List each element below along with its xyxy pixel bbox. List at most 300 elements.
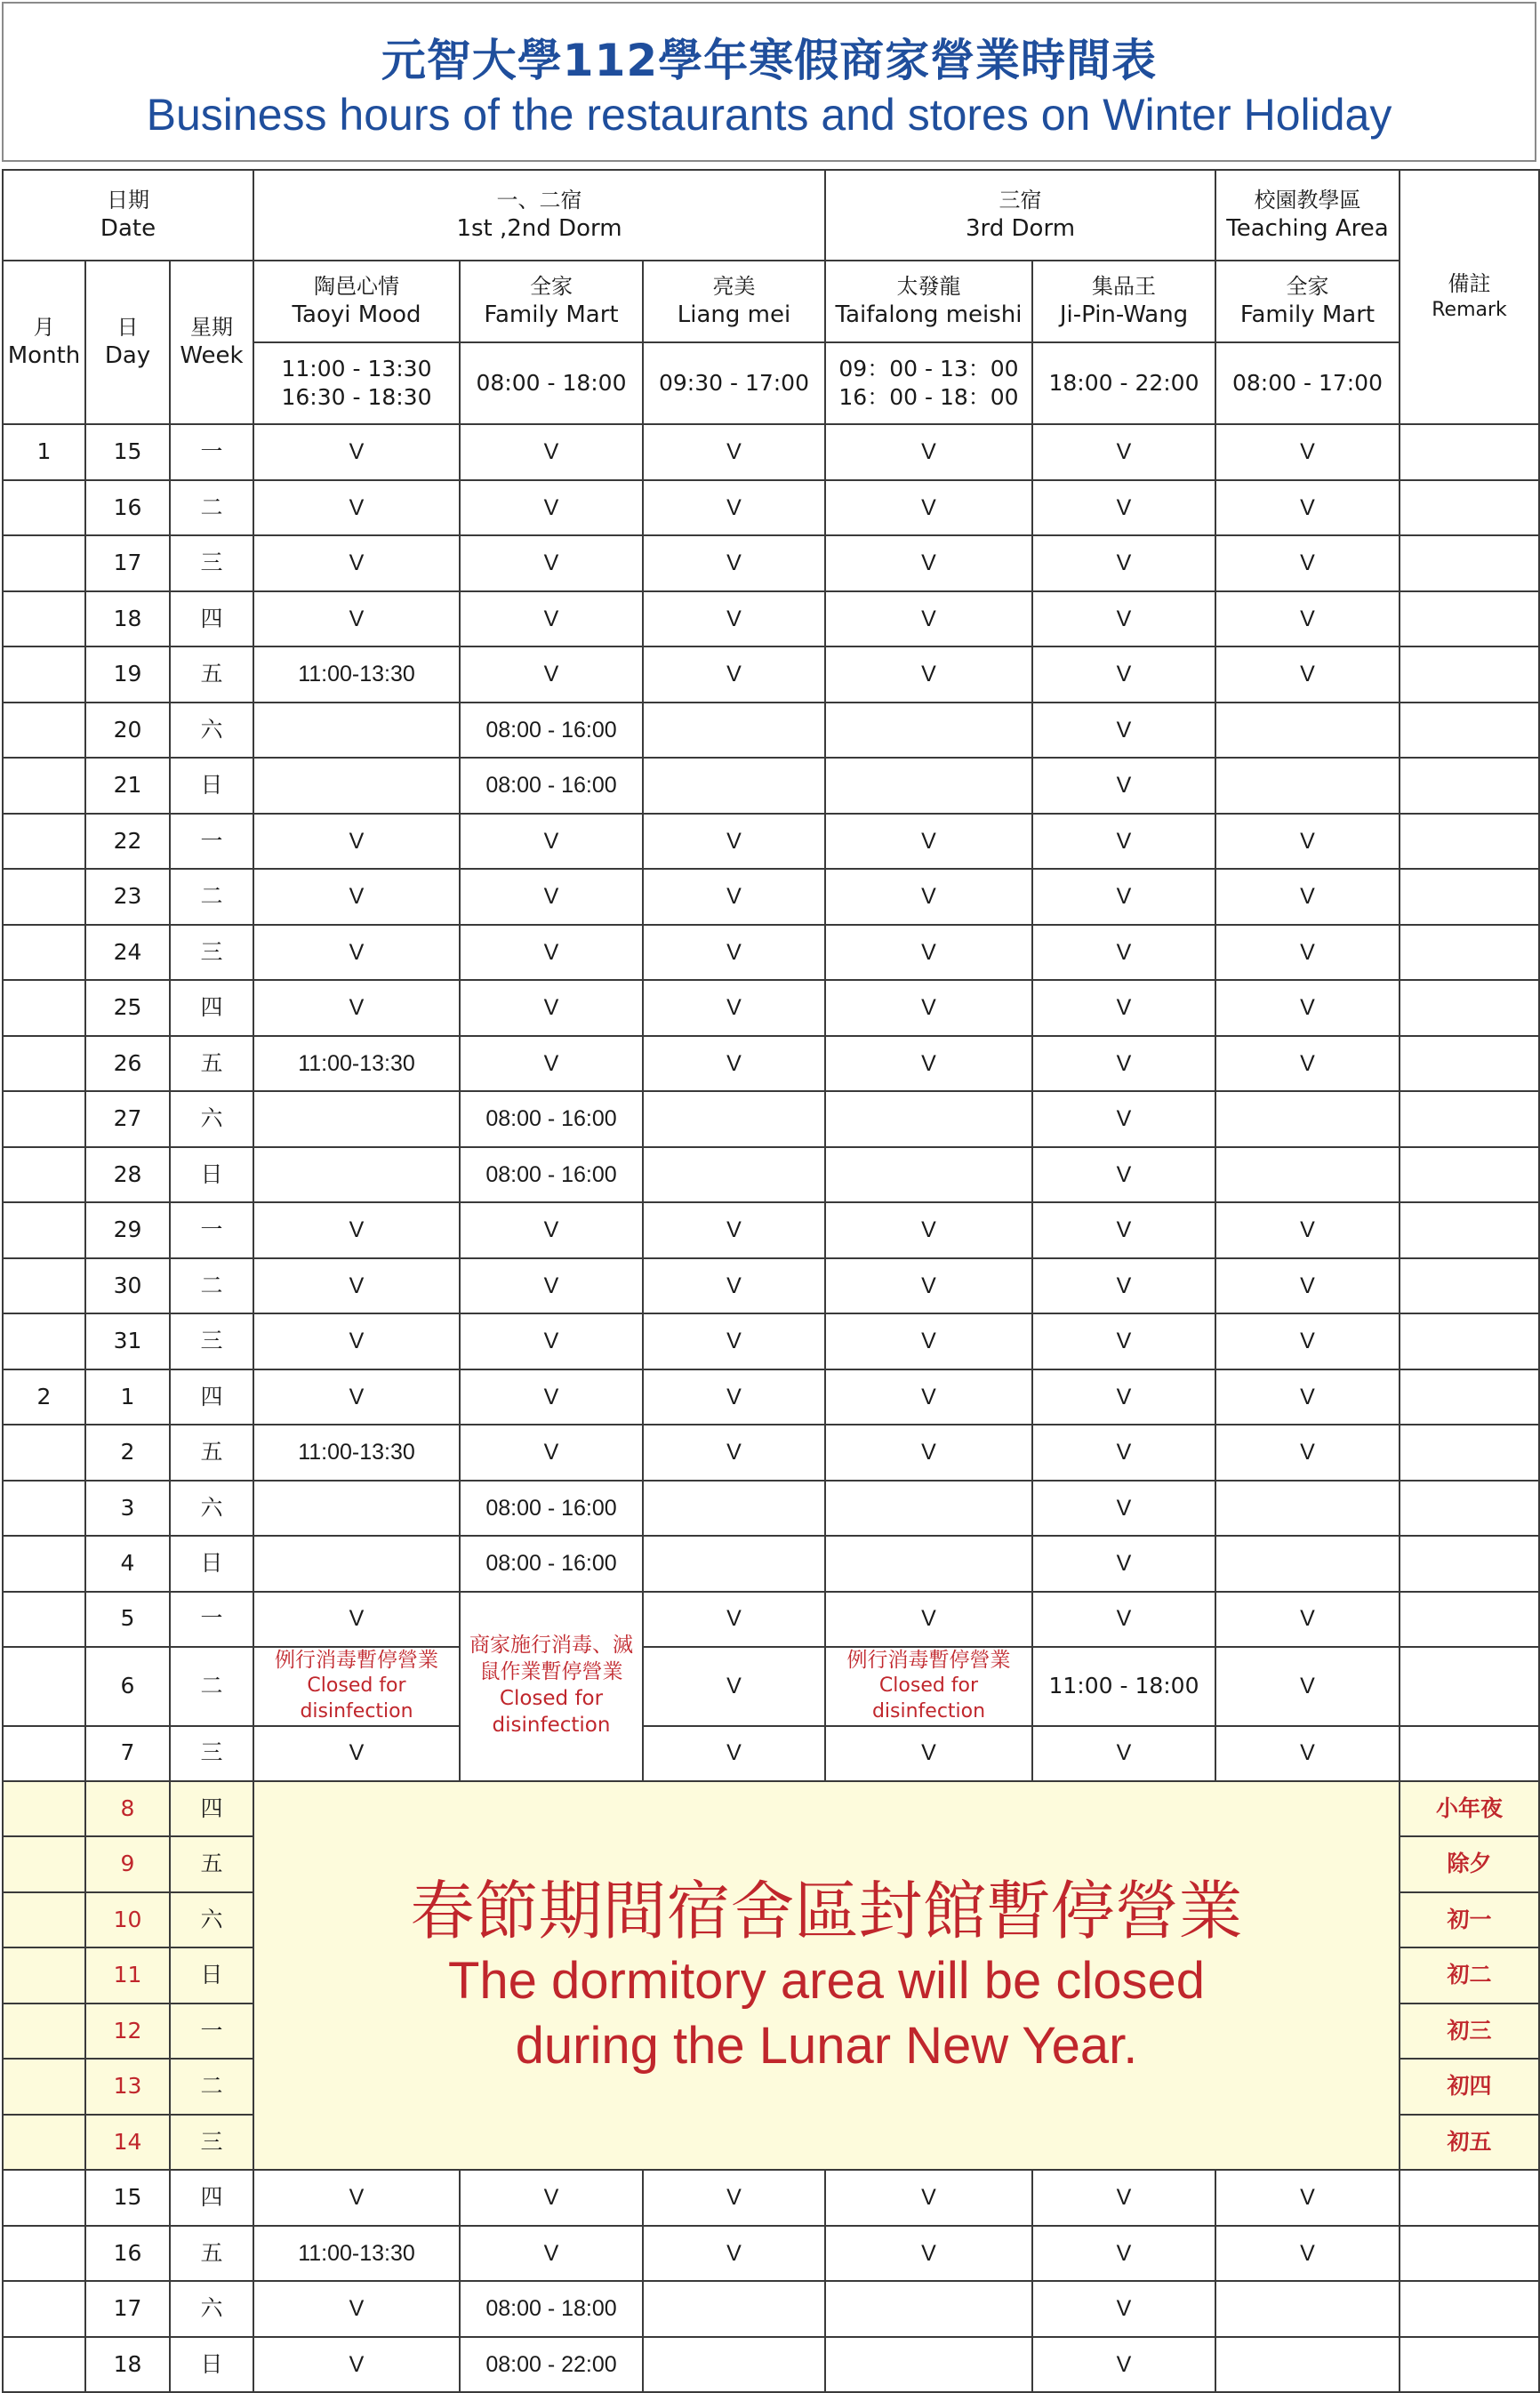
status-cell: V bbox=[1215, 1036, 1400, 1092]
schedule-rows-holiday bbox=[3, 1781, 1539, 2171]
status-cell: 08:00 - 22:00 bbox=[460, 2337, 643, 2393]
store-name-en: Family Mart bbox=[1239, 301, 1376, 328]
page-subtitle: Business hours of the restaurants and stores on Winter Holiday bbox=[146, 90, 1392, 140]
day-cell: 14 bbox=[85, 2115, 170, 2171]
status-cell: V bbox=[1215, 1425, 1400, 1481]
table-row bbox=[3, 2281, 1539, 2337]
month-cell: 1 bbox=[3, 424, 85, 480]
table-row bbox=[3, 925, 1539, 981]
store-header bbox=[1032, 261, 1215, 342]
status-cell: V bbox=[1032, 758, 1215, 814]
remark-cell: 初五 bbox=[1400, 2115, 1539, 2171]
month-header bbox=[3, 261, 85, 424]
day-header bbox=[85, 261, 170, 424]
status-cell: V bbox=[825, 535, 1032, 591]
teaching-header-en: Teaching Area bbox=[1226, 214, 1389, 242]
status-cell bbox=[643, 703, 825, 759]
remark-header bbox=[1400, 170, 1539, 424]
remark-cell: 小年夜 bbox=[1400, 1781, 1539, 1837]
status-cell: V bbox=[1032, 535, 1215, 591]
month-cell bbox=[3, 2281, 85, 2337]
status-cell: 11:00-13:30 bbox=[253, 2226, 460, 2282]
status-cell: V bbox=[460, 2170, 643, 2226]
week-cell: 六 bbox=[170, 1892, 253, 1948]
status-cell: 11:00-13:30 bbox=[253, 1036, 460, 1092]
day-cell: 18 bbox=[85, 591, 170, 647]
day-cell: 5 bbox=[85, 1592, 170, 1647]
status-cell: V bbox=[1215, 980, 1400, 1036]
status-cell: V bbox=[1032, 1536, 1215, 1592]
banner-en-line1: The dormitory area will be closed bbox=[447, 1952, 1206, 2011]
holiday-closure-banner bbox=[253, 1781, 1400, 2171]
remark-cell bbox=[1400, 703, 1539, 759]
month-cell bbox=[3, 814, 85, 870]
remark-cell: 初二 bbox=[1400, 1947, 1539, 2004]
status-cell: V bbox=[1032, 1258, 1215, 1314]
week-cell: 日 bbox=[170, 1147, 253, 1203]
status-cell: V bbox=[460, 535, 643, 591]
status-cell: V bbox=[825, 869, 1032, 925]
status-cell: V bbox=[825, 1592, 1032, 1647]
table-row bbox=[3, 2226, 1539, 2282]
week-cell: 二 bbox=[170, 2059, 253, 2115]
status-cell: V bbox=[825, 480, 1032, 536]
status-cell bbox=[825, 1147, 1032, 1203]
table-row bbox=[3, 1481, 1539, 1537]
status-cell bbox=[825, 2281, 1032, 2337]
month-cell bbox=[3, 1647, 85, 1726]
day-cell: 29 bbox=[85, 1202, 170, 1258]
status-cell bbox=[253, 703, 460, 759]
status-cell: V bbox=[643, 1425, 825, 1481]
table-row bbox=[3, 480, 1539, 536]
remark-header-en: Remark bbox=[1432, 299, 1507, 322]
day-cell: 3 bbox=[85, 1481, 170, 1537]
store-hours: 18:00 - 22:00 bbox=[1032, 342, 1215, 424]
remark-cell bbox=[1400, 1202, 1539, 1258]
week-header-en: Week bbox=[180, 341, 244, 369]
status-cell: V bbox=[825, 591, 1032, 647]
status-cell: V bbox=[460, 480, 643, 536]
week-cell: 六 bbox=[170, 703, 253, 759]
month-cell bbox=[3, 1202, 85, 1258]
week-cell: 四 bbox=[170, 980, 253, 1036]
month-cell bbox=[3, 2115, 85, 2171]
store-name-en: Family Mart bbox=[484, 301, 619, 328]
page-header bbox=[2, 2, 1536, 162]
teaching-header-zh: 校園教學區 bbox=[1254, 187, 1361, 213]
status-cell: V bbox=[825, 1369, 1032, 1425]
status-cell: V bbox=[1215, 1592, 1400, 1647]
status-cell: V bbox=[1215, 535, 1400, 591]
day-cell: 17 bbox=[85, 2281, 170, 2337]
month-cell bbox=[3, 1781, 85, 1837]
status-cell: V bbox=[643, 2170, 825, 2226]
day-cell: 31 bbox=[85, 1313, 170, 1369]
week-cell: 三 bbox=[170, 535, 253, 591]
status-cell: V bbox=[1215, 1202, 1400, 1258]
table-row bbox=[3, 1536, 1539, 1592]
day-cell: 15 bbox=[85, 2170, 170, 2226]
status-cell: V bbox=[643, 869, 825, 925]
status-cell: V bbox=[1032, 646, 1215, 703]
header-row-stores bbox=[3, 261, 1539, 342]
week-header bbox=[170, 261, 253, 424]
status-cell: V bbox=[643, 1036, 825, 1092]
week-cell: 五 bbox=[170, 1036, 253, 1092]
status-cell: V bbox=[460, 1425, 643, 1481]
month-cell bbox=[3, 980, 85, 1036]
status-cell bbox=[1215, 758, 1400, 814]
status-cell: V bbox=[1032, 480, 1215, 536]
week-cell: 三 bbox=[170, 1313, 253, 1369]
week-cell: 五 bbox=[170, 2226, 253, 2282]
store-name-zh: 全家 bbox=[530, 273, 573, 299]
status-cell: V bbox=[825, 925, 1032, 981]
status-cell: V bbox=[253, 1726, 460, 1781]
schedule-body bbox=[3, 170, 1539, 424]
status-cell: V bbox=[460, 1369, 643, 1425]
status-cell: V bbox=[1032, 1202, 1215, 1258]
closed-zh: 例行消毒暫停營業 bbox=[846, 1648, 1011, 1672]
status-cell: V bbox=[460, 424, 643, 480]
remark-cell bbox=[1400, 758, 1539, 814]
status-cell: V bbox=[1032, 424, 1215, 480]
date-header-en: Date bbox=[100, 214, 156, 242]
status-cell: V bbox=[1215, 480, 1400, 536]
day-cell: 16 bbox=[85, 480, 170, 536]
status-cell: V bbox=[643, 1258, 825, 1314]
status-cell: 08:00 - 16:00 bbox=[460, 1536, 643, 1592]
month-cell bbox=[3, 1836, 85, 1892]
month-cell bbox=[3, 1592, 85, 1647]
banner-zh: 春節期間宿舍區封館暫停營業 bbox=[410, 1873, 1243, 1948]
status-cell: V bbox=[643, 535, 825, 591]
week-cell: 四 bbox=[170, 591, 253, 647]
remark-cell: 初一 bbox=[1400, 1892, 1539, 1948]
month-cell bbox=[3, 703, 85, 759]
store-name-zh: 太發龍 bbox=[896, 273, 961, 299]
table-row bbox=[3, 869, 1539, 925]
week-cell: 二 bbox=[170, 1647, 253, 1726]
remark-cell bbox=[1400, 1425, 1539, 1481]
week-cell: 一 bbox=[170, 424, 253, 480]
month-cell bbox=[3, 1947, 85, 2004]
status-cell: V bbox=[460, 646, 643, 703]
day-cell: 10 bbox=[85, 1892, 170, 1948]
status-cell bbox=[643, 1536, 825, 1592]
status-cell: V bbox=[643, 646, 825, 703]
day-cell: 6 bbox=[85, 1647, 170, 1726]
table-row bbox=[3, 1425, 1539, 1481]
status-cell: V bbox=[825, 980, 1032, 1036]
remark-cell bbox=[1400, 2170, 1539, 2226]
dorm3-header-zh: 三宿 bbox=[999, 187, 1042, 213]
day-cell: 11 bbox=[85, 1947, 170, 2004]
status-cell bbox=[253, 1147, 460, 1203]
status-cell: V bbox=[253, 2337, 460, 2393]
table-row bbox=[3, 703, 1539, 759]
status-cell bbox=[1215, 1536, 1400, 1592]
date-header-zh: 日期 bbox=[107, 187, 149, 213]
status-cell: V bbox=[1032, 869, 1215, 925]
status-cell: V bbox=[825, 2226, 1032, 2282]
store-header bbox=[253, 261, 460, 342]
status-cell: V bbox=[460, 2226, 643, 2282]
day-cell: 4 bbox=[85, 1536, 170, 1592]
status-cell bbox=[1215, 1481, 1400, 1537]
table-row bbox=[3, 814, 1539, 870]
status-cell bbox=[643, 2337, 825, 2393]
table-row bbox=[3, 1647, 1539, 1726]
status-cell: V bbox=[1215, 869, 1400, 925]
status-cell: V bbox=[825, 1425, 1032, 1481]
status-cell: V bbox=[253, 980, 460, 1036]
store-header bbox=[643, 261, 825, 342]
status-cell: 08:00 - 18:00 bbox=[460, 2281, 643, 2337]
status-cell: V bbox=[643, 1726, 825, 1781]
status-cell bbox=[825, 2337, 1032, 2393]
status-cell: V bbox=[1032, 1425, 1215, 1481]
status-cell bbox=[643, 2281, 825, 2337]
month-cell: 2 bbox=[3, 1369, 85, 1425]
remark-cell bbox=[1400, 646, 1539, 703]
schedule-rows-disinfection bbox=[3, 1592, 1539, 1781]
week-cell: 一 bbox=[170, 1202, 253, 1258]
month-cell bbox=[3, 1536, 85, 1592]
table-row bbox=[3, 591, 1539, 647]
status-cell: V bbox=[1215, 591, 1400, 647]
table-row bbox=[3, 1202, 1539, 1258]
status-cell: V bbox=[1215, 1647, 1400, 1726]
week-cell: 一 bbox=[170, 814, 253, 870]
week-cell: 一 bbox=[170, 1592, 253, 1647]
remark-cell bbox=[1400, 424, 1539, 480]
dorm12-header-zh: 一、二宿 bbox=[496, 187, 582, 213]
store-hours: 08:00 - 18:00 bbox=[460, 342, 643, 424]
remark-cell bbox=[1400, 869, 1539, 925]
status-cell: V bbox=[253, 1258, 460, 1314]
status-cell: V bbox=[1032, 1147, 1215, 1203]
status-cell: V bbox=[643, 1369, 825, 1425]
store-name-en: Taoyi Mood bbox=[292, 301, 421, 328]
date-header bbox=[3, 170, 253, 261]
status-cell: V bbox=[460, 980, 643, 1036]
status-cell: V bbox=[1032, 1369, 1215, 1425]
day-cell: 8 bbox=[85, 1781, 170, 1837]
month-cell bbox=[3, 2004, 85, 2060]
day-cell: 1 bbox=[85, 1369, 170, 1425]
table-row bbox=[3, 1147, 1539, 1203]
table-row bbox=[3, 535, 1539, 591]
banner-en-line2: during the Lunar New Year. bbox=[515, 2016, 1138, 2075]
day-cell: 25 bbox=[85, 980, 170, 1036]
week-cell: 二 bbox=[170, 869, 253, 925]
week-cell: 二 bbox=[170, 480, 253, 536]
store-hours: 08:00 - 17:00 bbox=[1215, 342, 1400, 424]
status-cell: V bbox=[825, 646, 1032, 703]
store-header bbox=[1215, 261, 1400, 342]
remark-cell bbox=[1400, 2281, 1539, 2337]
table-row bbox=[3, 2337, 1539, 2393]
status-cell: V bbox=[460, 1036, 643, 1092]
month-cell bbox=[3, 480, 85, 536]
day-cell: 17 bbox=[85, 535, 170, 591]
status-cell: V bbox=[253, 1313, 460, 1369]
status-cell: V bbox=[1032, 925, 1215, 981]
closed-cell bbox=[825, 1647, 1032, 1726]
week-cell: 日 bbox=[170, 1947, 253, 2004]
status-cell: V bbox=[643, 1647, 825, 1726]
status-cell: 08:00 - 16:00 bbox=[460, 1147, 643, 1203]
day-cell: 15 bbox=[85, 424, 170, 480]
status-cell: V bbox=[1215, 1313, 1400, 1369]
status-cell bbox=[825, 758, 1032, 814]
status-cell: V bbox=[1032, 1091, 1215, 1147]
status-cell: V bbox=[1032, 1481, 1215, 1537]
closed-en: Closed for disinfection bbox=[300, 1674, 413, 1722]
status-cell: V bbox=[825, 424, 1032, 480]
week-cell: 日 bbox=[170, 1536, 253, 1592]
status-cell: V bbox=[1032, 2337, 1215, 2393]
status-cell: 08:00 - 16:00 bbox=[460, 703, 643, 759]
header-row-groups bbox=[3, 170, 1539, 261]
schedule-table bbox=[2, 169, 1540, 2393]
status-cell: V bbox=[253, 591, 460, 647]
week-cell: 六 bbox=[170, 1481, 253, 1537]
store-name-zh: 全家 bbox=[1286, 273, 1329, 299]
status-cell: V bbox=[643, 1202, 825, 1258]
week-cell: 四 bbox=[170, 1369, 253, 1425]
status-cell: V bbox=[643, 591, 825, 647]
day-header-en: Day bbox=[104, 341, 151, 369]
status-cell: V bbox=[825, 1202, 1032, 1258]
day-cell: 19 bbox=[85, 646, 170, 703]
month-cell bbox=[3, 2170, 85, 2226]
closed-zh: 例行消毒暫停營業 bbox=[275, 1648, 438, 1672]
table-row bbox=[3, 646, 1539, 703]
status-cell: V bbox=[1215, 2226, 1400, 2282]
remark-cell bbox=[1400, 1147, 1539, 1203]
status-cell: V bbox=[1032, 1726, 1215, 1781]
store-hours: 11:00 - 13:30 16:30 - 18:30 bbox=[253, 342, 460, 424]
status-cell: V bbox=[825, 2170, 1032, 2226]
status-cell: V bbox=[643, 1592, 825, 1647]
day-cell: 27 bbox=[85, 1091, 170, 1147]
status-cell: V bbox=[1032, 703, 1215, 759]
day-cell: 9 bbox=[85, 1836, 170, 1892]
status-cell: V bbox=[460, 925, 643, 981]
day-cell: 20 bbox=[85, 703, 170, 759]
status-cell: V bbox=[1032, 591, 1215, 647]
day-header-zh: 日 bbox=[116, 314, 139, 340]
status-cell: V bbox=[1215, 646, 1400, 703]
week-cell: 五 bbox=[170, 1425, 253, 1481]
status-cell: V bbox=[1215, 925, 1400, 981]
week-cell: 四 bbox=[170, 2170, 253, 2226]
status-cell: V bbox=[253, 2170, 460, 2226]
status-cell: V bbox=[460, 1202, 643, 1258]
status-cell: V bbox=[1032, 1313, 1215, 1369]
store-name-zh: 集品王 bbox=[1092, 273, 1156, 299]
page-title: 元智大學112學年寒假商家營業時間表 bbox=[381, 35, 1158, 86]
status-cell: V bbox=[460, 869, 643, 925]
dorm12-header-en: 1st ,2nd Dorm bbox=[456, 214, 622, 242]
day-cell: 26 bbox=[85, 1036, 170, 1092]
status-cell: V bbox=[253, 535, 460, 591]
table-row bbox=[3, 2170, 1539, 2226]
status-cell: V bbox=[1032, 2170, 1215, 2226]
schedule-rows-jan bbox=[3, 424, 1539, 1592]
remark-cell bbox=[1400, 2226, 1539, 2282]
hours-cell: 11:00 - 18:00 bbox=[1032, 1647, 1215, 1726]
status-cell: V bbox=[1215, 814, 1400, 870]
month-cell bbox=[3, 2059, 85, 2115]
table-row bbox=[3, 1726, 1539, 1781]
week-cell: 二 bbox=[170, 1258, 253, 1314]
remark-cell bbox=[1400, 2337, 1539, 2393]
week-cell: 三 bbox=[170, 925, 253, 981]
day-cell: 23 bbox=[85, 869, 170, 925]
status-cell: 11:00-13:30 bbox=[253, 1425, 460, 1481]
remark-cell bbox=[1400, 1647, 1539, 1726]
status-cell: V bbox=[460, 1313, 643, 1369]
day-cell: 2 bbox=[85, 1425, 170, 1481]
month-header-zh: 月 bbox=[33, 314, 55, 340]
month-cell bbox=[3, 1147, 85, 1203]
week-cell: 六 bbox=[170, 2281, 253, 2337]
status-cell: V bbox=[825, 1036, 1032, 1092]
remark-cell bbox=[1400, 1726, 1539, 1781]
status-cell bbox=[1215, 2337, 1400, 2393]
remark-cell bbox=[1400, 1369, 1539, 1425]
status-cell: V bbox=[1032, 2226, 1215, 2282]
status-cell: V bbox=[643, 1313, 825, 1369]
remark-cell bbox=[1400, 1313, 1539, 1369]
day-cell: 24 bbox=[85, 925, 170, 981]
teaching-header bbox=[1215, 170, 1400, 261]
status-cell bbox=[825, 1481, 1032, 1537]
store-name-en: Liang mei bbox=[677, 301, 791, 328]
day-cell: 16 bbox=[85, 2226, 170, 2282]
remark-cell: 除夕 bbox=[1400, 1836, 1539, 1892]
month-cell bbox=[3, 1258, 85, 1314]
remark-cell bbox=[1400, 925, 1539, 981]
remark-cell bbox=[1400, 980, 1539, 1036]
status-cell: V bbox=[643, 814, 825, 870]
remark-cell bbox=[1400, 1536, 1539, 1592]
day-cell: 21 bbox=[85, 758, 170, 814]
status-cell: V bbox=[1032, 980, 1215, 1036]
status-cell: V bbox=[1215, 1258, 1400, 1314]
store-hours: 09：00 - 13：00 16：00 - 18：00 bbox=[825, 342, 1032, 424]
status-cell: V bbox=[253, 1592, 460, 1647]
remark-cell: 初四 bbox=[1400, 2059, 1539, 2115]
dorm3-header bbox=[825, 170, 1215, 261]
status-cell: V bbox=[825, 1258, 1032, 1314]
status-cell bbox=[253, 758, 460, 814]
status-cell bbox=[643, 758, 825, 814]
remark-cell bbox=[1400, 1592, 1539, 1647]
family-mart-closed-cell: 商家施行消毒、滅鼠作業暫停營業Closed for disinfection bbox=[460, 1592, 643, 1781]
table-row bbox=[3, 1592, 1539, 1647]
status-cell: V bbox=[460, 1258, 643, 1314]
month-cell bbox=[3, 2226, 85, 2282]
status-cell bbox=[253, 1091, 460, 1147]
day-cell: 12 bbox=[85, 2004, 170, 2060]
month-cell bbox=[3, 758, 85, 814]
store-header bbox=[460, 261, 643, 342]
